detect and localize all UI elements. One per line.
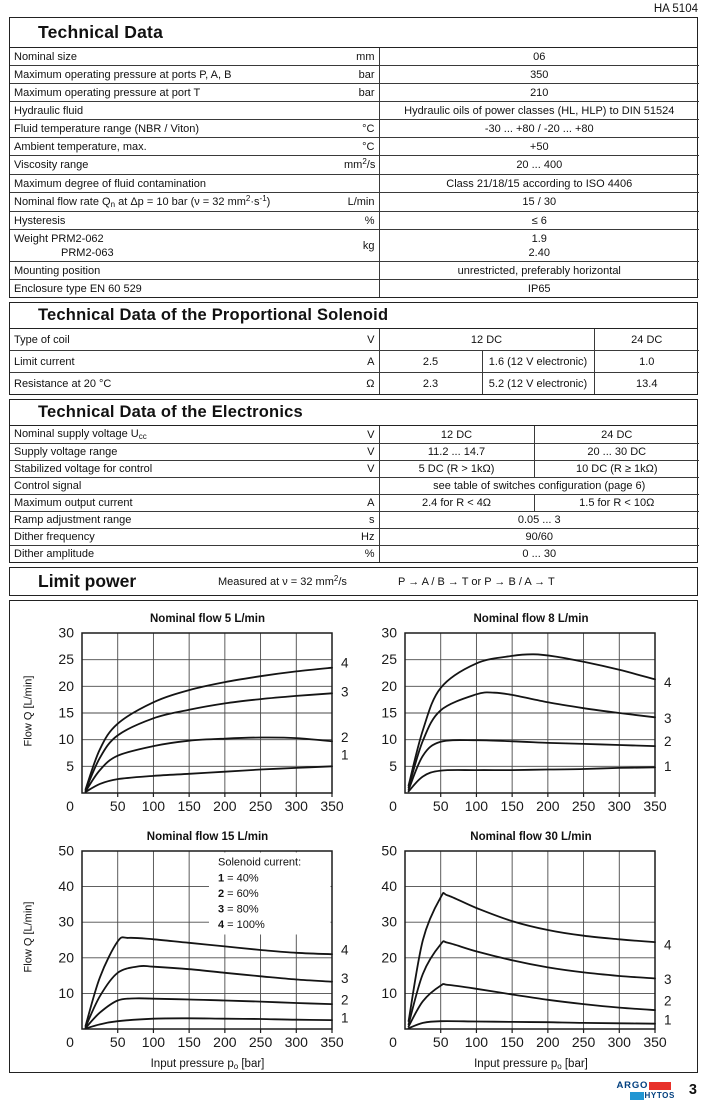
svg-text:2: 2 [664,993,672,1009]
svg-text:50: 50 [109,1034,126,1050]
logo-blue-block-icon [630,1092,644,1100]
y-axis-label: Flow Q [L/min] [22,901,34,973]
svg-text:200: 200 [536,1034,560,1050]
svg-text:350: 350 [320,1034,344,1050]
limit-power-chart-5lmin [38,625,362,823]
row-unit: A [340,351,379,373]
row-unit: °C [340,120,379,138]
section-title-technical-data: Technical Data [10,18,697,48]
svg-text:25: 25 [58,651,74,668]
row-value-span: 0 ... 30 [379,546,699,563]
limit-power-charts-section [9,600,698,1073]
svg-text:250: 250 [571,1034,596,1050]
solenoid-table [10,329,699,394]
table-row [10,138,699,156]
row-value-24dc: 1.5 for R < 10Ω [534,495,699,512]
row-unit: bar [340,66,379,84]
weight-label-2: PRM2-063 [61,246,114,259]
row-value: Class 21/18/15 according to ISO 4406 [379,175,699,193]
row-unit: bar [340,84,379,102]
row-value: 350 [379,66,699,84]
row-value: Hydraulic oils of power classes (HL, HLP) to DIN 51524 [379,102,699,120]
svg-text:15: 15 [381,704,397,721]
row-value: 13.4 [594,373,699,395]
page-number: 3 [688,1082,697,1099]
row-label: Maximum operating pressure at ports P, A, B [10,66,340,84]
svg-text:250: 250 [248,798,273,814]
section-title-solenoid: Technical Data of the Proportional Solenoid [10,303,697,329]
limit-power-chart-15lmin [38,843,362,1057]
table-row [10,495,699,512]
row-value: -30 ... +80 / -20 ... +80 [379,120,699,138]
row-unit: °C [340,138,379,156]
svg-text:150: 150 [177,798,201,814]
svg-text:4: 4 [341,942,349,958]
row-unit [340,102,379,120]
row-value: 15 / 30 [379,193,699,212]
svg-text:Solenoid current:: Solenoid current: [218,856,302,869]
limit-power-title: Limit power [38,571,137,591]
svg-text:150: 150 [500,798,524,814]
y-axis-label: Flow Q [L/min] [22,675,34,747]
row-value-12dc: 12 DC [379,426,534,444]
row-label: Control signal [10,478,340,495]
row-value-span: see table of switches configuration (page 6) [379,478,699,495]
svg-text:0: 0 [66,1034,74,1050]
row-unit: kg [340,230,379,262]
charts-grid [10,613,697,1070]
row-label: Supply voltage range [10,444,340,461]
argo-hytos-logo [617,1081,675,1100]
svg-text:5: 5 [389,757,397,774]
table-row [10,461,699,478]
row-label: Viscosity range [10,156,340,175]
svg-text:40: 40 [381,878,397,895]
svg-text:4 = 100%: 4 = 100% [218,919,265,931]
row-unit: V [340,444,379,461]
row-value-24dc: 10 DC (R ≥ 1kΩ) [534,461,699,478]
svg-text:10: 10 [381,731,397,748]
svg-text:2: 2 [341,730,349,746]
svg-text:1: 1 [664,758,672,774]
svg-text:5: 5 [66,757,74,774]
row-unit: mm [356,50,375,63]
table-row [10,102,699,120]
svg-text:2: 2 [341,992,349,1008]
page-content [9,17,698,1073]
svg-text:3: 3 [341,684,349,700]
chart-title: Nominal flow 15 L/min [146,831,269,843]
svg-text:50: 50 [381,843,397,859]
svg-text:1: 1 [341,747,349,763]
svg-text:150: 150 [177,1034,201,1050]
row-label: Dither frequency [10,529,340,546]
chart-title: Nominal flow 8 L/min [473,613,589,625]
svg-text:30: 30 [58,913,74,930]
row-label: Maximum operating pressure at port T [10,84,340,102]
table-row [10,512,699,529]
row-label: Ambient temperature, max. [10,138,340,156]
row-label: Enclosure type EN 60 529 [10,280,340,298]
svg-text:50: 50 [432,798,449,814]
row-value: 20 ... 400 [379,156,699,175]
row-value: 2.5 [379,351,482,373]
row-label: Hydraulic fluid [10,102,340,120]
svg-text:250: 250 [571,798,596,814]
row-unit: s [340,512,379,529]
svg-text:3: 3 [664,710,672,726]
row-label: Stabilized voltage for control [10,461,340,478]
row-value: +50 [379,138,699,156]
svg-text:0: 0 [389,798,397,814]
row-unit: V [367,333,375,346]
limit-power-chart-30lmin [361,843,685,1057]
row-value: 1.6 (12 V electronic) [482,351,594,373]
svg-text:200: 200 [536,798,560,814]
row-label: Resistance at 20 °C [10,373,340,395]
row-value-24dc: 24 DC [534,426,699,444]
section-title-electronics: Technical Data of the Electronics [10,400,697,426]
svg-text:25: 25 [381,651,397,668]
svg-text:100: 100 [141,1034,166,1050]
svg-text:30: 30 [58,625,74,641]
coil-24dc-header: 24 DC [594,329,699,351]
limit-power-flow-paths: P → A / B → T or P → B / A → T [398,575,555,588]
svg-text:1 = 40%: 1 = 40% [218,872,259,885]
table-row [10,120,699,138]
document-number: HA 5104 [653,3,698,15]
table-row [10,329,699,351]
svg-text:0: 0 [389,1034,397,1050]
table-row [10,84,699,102]
svg-text:15: 15 [58,704,74,721]
svg-text:20: 20 [58,949,74,966]
solenoid-section [9,302,698,395]
limit-power-chart-8lmin [361,625,685,823]
svg-text:2 = 60%: 2 = 60% [218,888,259,900]
row-unit [340,478,379,495]
svg-text:350: 350 [643,1034,667,1050]
row-value: 06 [379,48,699,66]
row-unit [340,175,379,193]
row-label: Nominal size [14,50,77,63]
row-value-12dc: 11.2 ... 14.7 [379,444,534,461]
row-unit: Hz [340,529,379,546]
row-unit: $mm^2/s$ [340,156,379,175]
table-row [10,193,699,212]
logo-text-hytos: HYTOS [644,1090,675,1100]
row-unit: L/min [340,193,379,212]
svg-text:10: 10 [381,984,397,1001]
svg-text:100: 100 [464,1034,489,1050]
table-row [10,351,699,373]
svg-text:0: 0 [66,798,74,814]
svg-text:20: 20 [58,677,74,694]
svg-text:30: 30 [381,625,397,641]
svg-text:1: 1 [341,1010,349,1026]
svg-text:20: 20 [381,677,397,694]
table-row [10,156,699,175]
weight-value-1: 1.9 [531,232,547,245]
svg-text:50: 50 [58,843,74,859]
row-unit: Ω [340,373,379,395]
electronics-table [10,426,699,562]
row-label: Nominal flow rate $Q_n$ at Δp = 10 bar (ν = 32 $mm^2\cdot s^{-1}$) [10,193,340,212]
svg-text:3: 3 [341,971,349,987]
row-value [379,230,699,262]
electronics-section [9,399,698,563]
svg-text:4: 4 [664,937,672,953]
svg-text:150: 150 [500,1034,524,1050]
svg-text:50: 50 [109,798,126,814]
table-row [10,212,699,230]
chart-panel-15lmin [10,831,355,1070]
table-row [10,426,699,444]
row-label: Limit current [10,351,340,373]
svg-text:2: 2 [664,733,672,749]
svg-text:350: 350 [643,798,667,814]
technical-data-section [9,17,698,298]
chart-panel-5lmin [10,613,355,823]
chart-panel-8lmin [355,613,699,823]
table-row [10,529,699,546]
table-row [10,48,699,66]
svg-text:100: 100 [464,798,489,814]
svg-text:30: 30 [381,913,397,930]
chart-panel-30lmin [355,831,699,1070]
row-label: Hysteresis [10,212,340,230]
limit-power-header [9,567,698,596]
svg-text:300: 300 [607,798,631,814]
row-value-span: 0.05 ... 3 [379,512,699,529]
row-unit: V [340,461,379,478]
row-label: Type of coil [14,333,70,346]
row-value-24dc: 20 ... 30 DC [534,444,699,461]
x-axis-label: Input pressure $p_o$ [bar] [474,1058,588,1071]
svg-text:3: 3 [664,972,672,988]
coil-12dc-header: 12 DC [379,329,594,351]
chart-title: Nominal flow 5 L/min [149,613,265,625]
svg-text:350: 350 [320,798,344,814]
row-value: IP65 [379,280,699,298]
svg-text:200: 200 [213,798,237,814]
row-value: ≤ 6 [379,212,699,230]
row-value-12dc: 2.4 for R < 4Ω [379,495,534,512]
logo-text-argo: ARGO [616,1080,649,1091]
row-label: Maximum output current [10,495,340,512]
weight-label-1: Weight PRM2-062 [14,232,104,245]
row-value-12dc: 5 DC (R > 1kΩ) [379,461,534,478]
table-row-weight [10,230,699,262]
svg-text:3 = 80%: 3 = 80% [218,903,259,916]
svg-text:50: 50 [432,1034,449,1050]
row-label: Dither amplitude [10,546,340,563]
row-unit: A [340,495,379,512]
row-unit: % [340,546,379,563]
limit-power-note: Measured at ν = 32 $mm^2/s$ [218,573,347,588]
row-label: Mounting position [10,262,340,280]
table-row [10,262,699,280]
svg-text:1: 1 [664,1012,672,1028]
row-label: Maximum degree of fluid contamination [10,175,340,193]
table-row [10,280,699,298]
svg-text:4: 4 [664,675,672,691]
svg-text:100: 100 [141,798,166,814]
x-axis-label: Input pressure $p_o$ [bar] [150,1058,265,1071]
svg-text:200: 200 [213,1034,237,1050]
row-unit: V [367,428,375,441]
row-label: Fluid temperature range (NBR / Viton) [10,120,340,138]
svg-text:20: 20 [381,949,397,966]
row-value: 5.2 (12 V electronic) [482,373,594,395]
svg-text:300: 300 [284,798,308,814]
row-unit [340,280,379,298]
row-label: Nominal supply voltage $U_{cc}$ [14,428,147,441]
row-label: Ramp adjustment range [10,512,340,529]
svg-text:10: 10 [58,984,74,1001]
weight-value-2: 2.40 [528,246,550,259]
page-footer [0,1077,707,1100]
svg-text:4: 4 [341,655,349,671]
technical-data-table [10,48,699,297]
row-unit: % [340,212,379,230]
svg-text:300: 300 [284,1034,308,1050]
row-value: 1.0 [594,351,699,373]
row-unit [340,262,379,280]
table-row [10,373,699,395]
row-value: unrestricted, preferably horizontal [379,262,699,280]
table-row [10,175,699,193]
row-value: 2.3 [379,373,482,395]
table-row [10,546,699,563]
chart-title: Nominal flow 30 L/min [470,831,592,843]
row-value: 210 [379,84,699,102]
svg-text:250: 250 [248,1034,273,1050]
row-value-span: 90/60 [379,529,699,546]
svg-text:40: 40 [58,878,74,895]
table-row [10,66,699,84]
table-row [10,444,699,461]
row-label [10,230,340,262]
table-row [10,478,699,495]
svg-text:300: 300 [607,1034,631,1050]
svg-text:10: 10 [58,731,74,748]
